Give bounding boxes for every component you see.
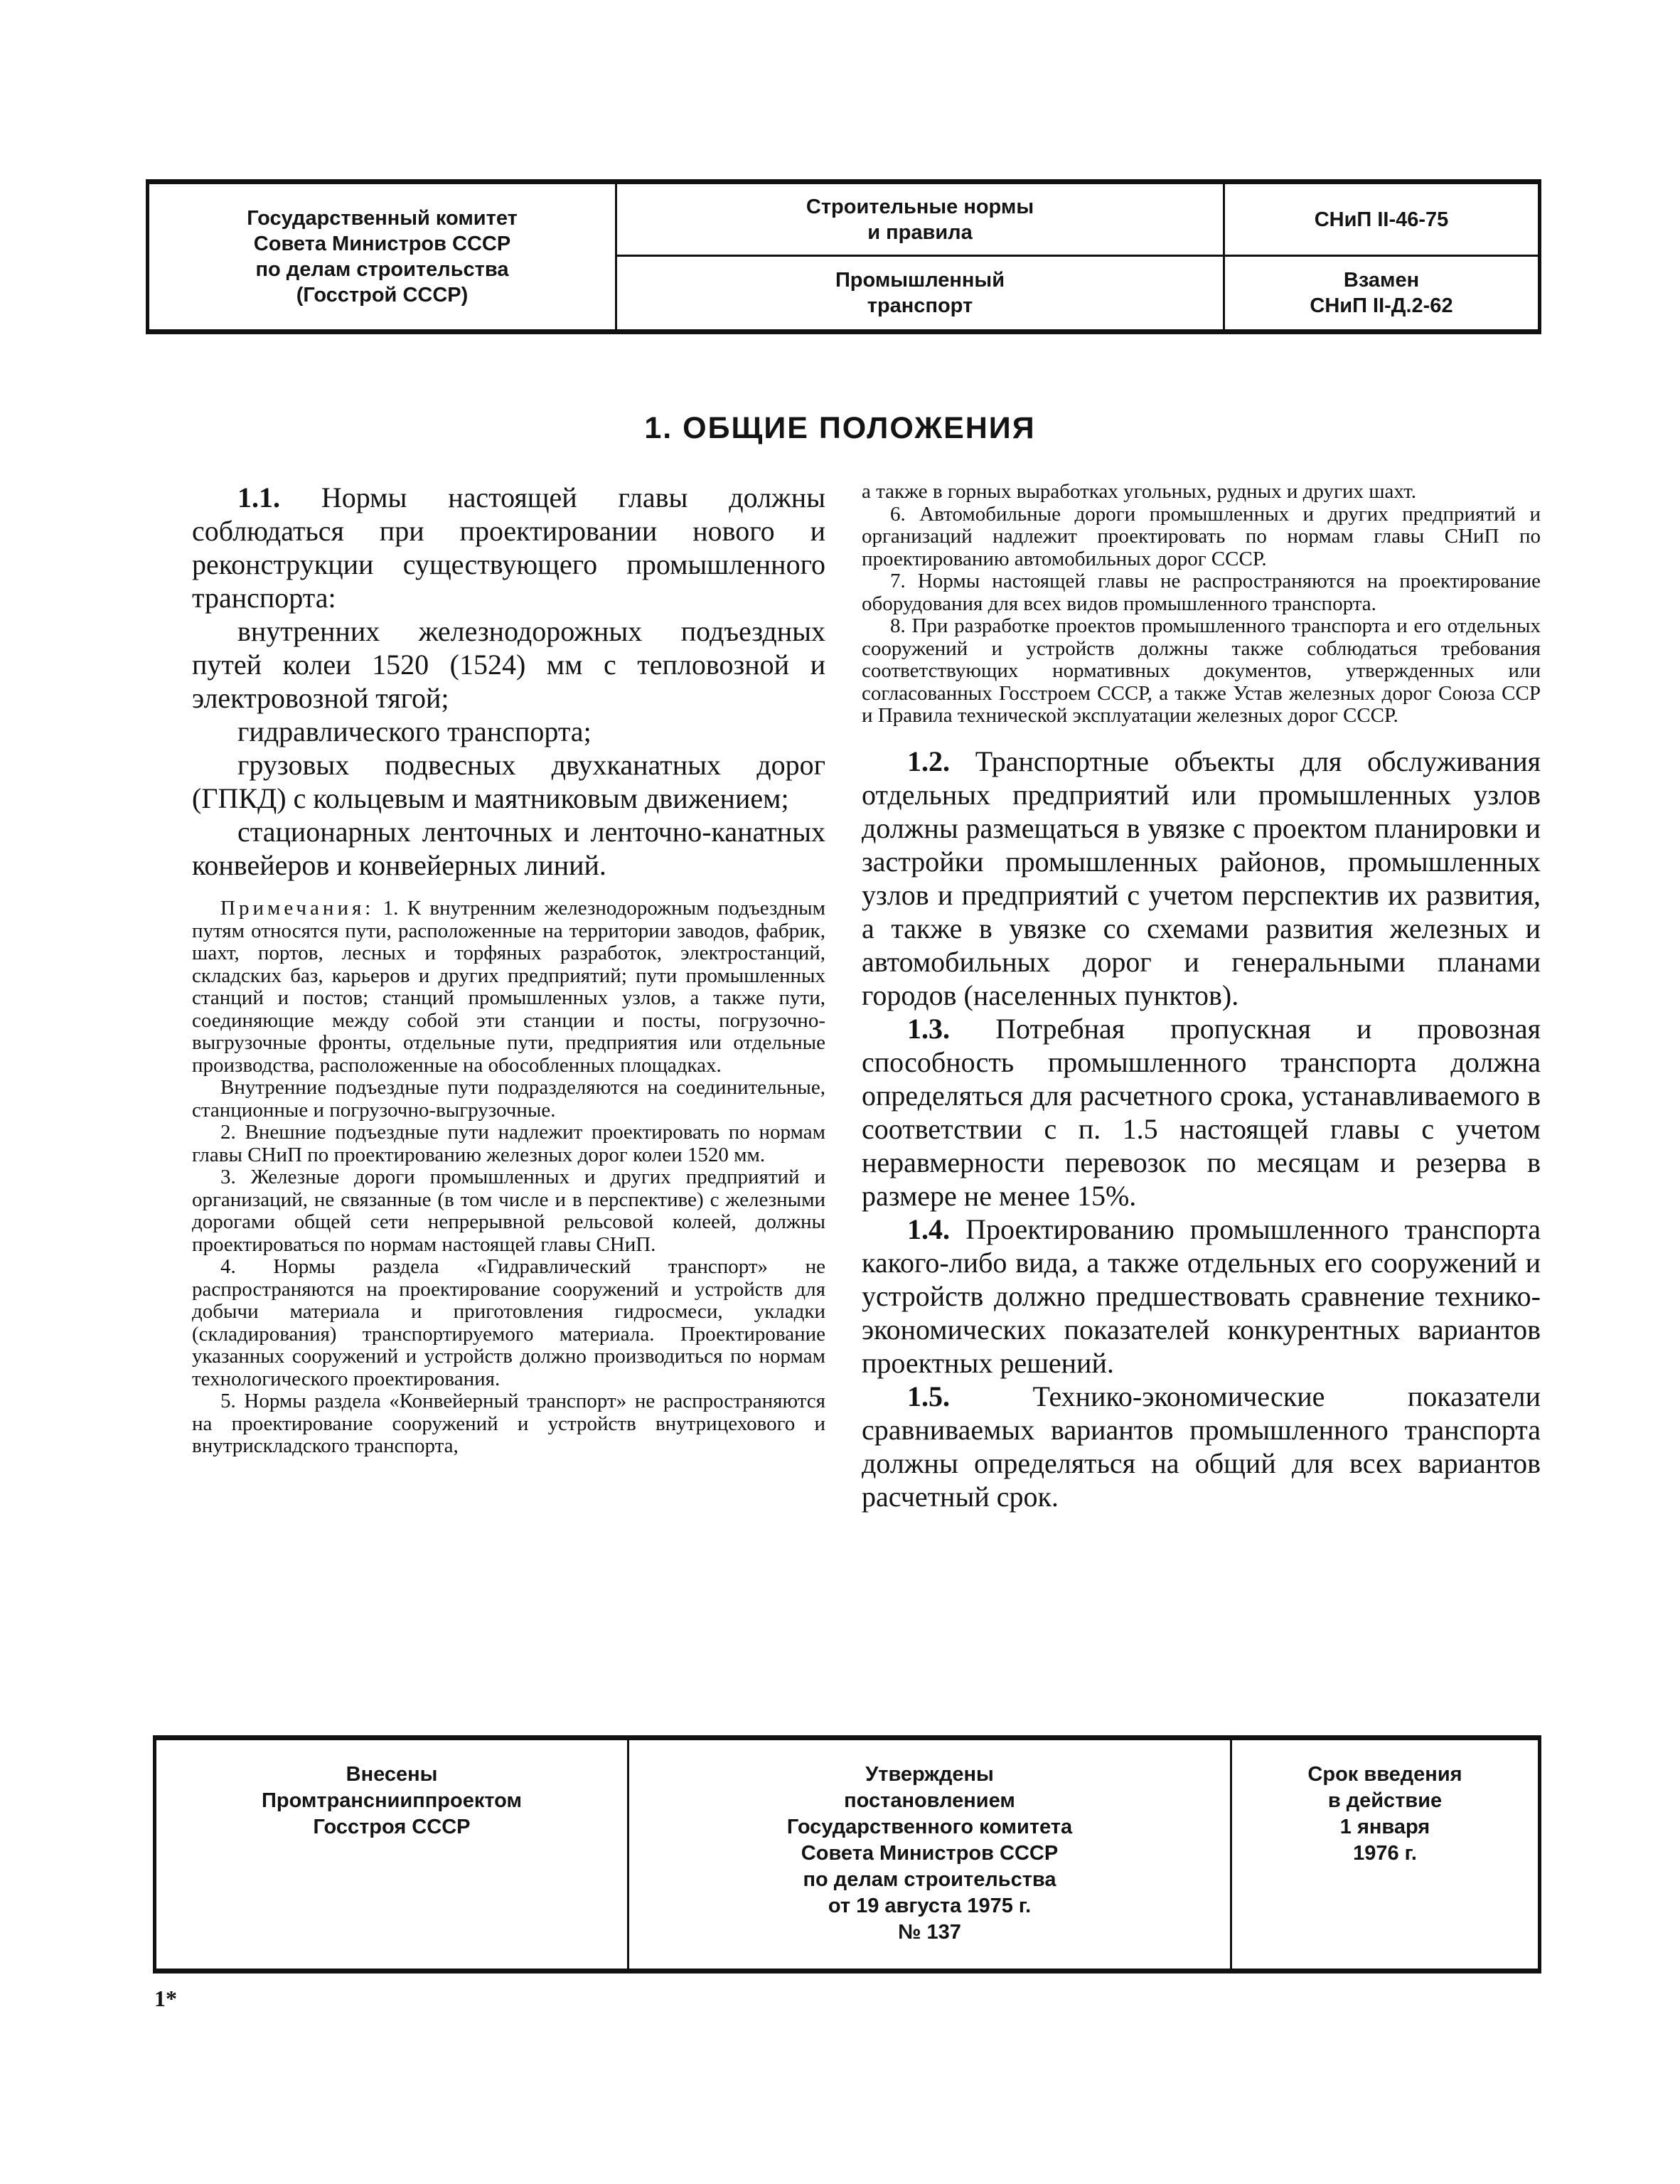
footer-table [153,1735,1541,1973]
footer-effective-cell [1232,1740,1538,1969]
paragraph-1-5 [862,1380,1541,1513]
paragraph-number: 1.4. [907,1213,950,1245]
header-right-cell [1225,184,1538,329]
note-2: 2. Внешние подъездные пути надлежит проектировать по нормам главы СНиП по проектированию железных дорог колеи 1520 мм. [192,1121,825,1166]
note-5-continued: а также в горных выработках угольных, рудных и других шахт. [862,480,1416,503]
paragraph-number: 1.5. [907,1380,950,1412]
header-table [146,179,1541,334]
header-replaces-cell [1225,257,1538,329]
paragraph-text: Потребная пропускная и провозная способность промышленного транспорта должна определяться для расчетного срока, устанавливаемого в соответствии с п. 1.5 настоящей главы с учетом неравмерности перевозок по месяцам и резерва в размере не менее 15%. [862,1012,1541,1212]
paragraph-1-2 [862,745,1541,1012]
note-1b: Внутренние подъездные пути подразделяются на соединительные, станционные и погрузочно-выгрузочные. [192,1076,825,1122]
notes-label: Примечания: [220,897,375,920]
list-item: стационарных ленточных и ленточно-канатных конвейеров и конвейерных линий. [192,816,825,881]
paragraph-number: 1.1. [237,481,280,513]
note-4: 4. Нормы раздела «Гидравлический транспорт» не распространяются на проектирование сооружений и устройств для добычи материала и приготовления гидросмеси, укладки (складирования) транспортируемого материала. Проектирование указанных сооружений и устройств должно производиться по нормам технологического проектирования. [192,1255,825,1390]
list-item: гидравлического транспорта; [237,715,592,747]
paragraph-1-3 [862,1012,1541,1213]
header-doc-title-cell [617,257,1223,329]
footer-effective: Срок введения в действие 1 января 1976 г. [1307,1763,1462,1865]
note-8: 8. При разработке проектов промышленного транспорта и его отдельных сооружений и устройств должны также соблюдаться требования соответствующих нормативных документов, утвержденных или согласованных Госстроем СССР, а также Устав железных дорог Союза ССР и Правила технической эксплуатации железных дорог СССР. [862,614,1541,727]
header-doc-code-cell [1225,184,1538,257]
note-5: 5. Нормы раздела «Конвейерный транспорт» не распространяются на проектирование сооружений и устройств внутрицехового и внутрискладского транспорта, [192,1390,825,1457]
paragraph-text: Транспортные объекты для обслуживания отдельных предприятий или промышленных узлов должны размещаться в увязке с проектом планировки и застройки промышленных районов, промышленных узлов и предприятий с учетом перспектив их развития, а также в увязке со схемами развития железных и автомобильных дорог и генеральными планами городов (населенных пунктов). [862,745,1541,1011]
paragraph-text: Технико-экономические показатели сравниваемых вариантов промышленного транспорта должны определяться на общий для всех вариантов расчетный срок. [862,1380,1541,1513]
section-title: 1. ОБЩИЕ ПОЛОЖЕНИЯ [644,411,1036,445]
paragraph-1-1 [192,481,825,614]
footer-introduced: Внесены Промтранснииппроектом Госстроя СССР [262,1763,522,1838]
paragraph-number: 1.3. [907,1012,950,1045]
paragraph-1-4 [862,1213,1541,1380]
left-column [192,481,825,1458]
page-number: 1* [154,1986,177,2011]
footer-approved: Утверждены постановлением Государственного комитета Совета Министров СССР по делам строительства от 19 августа 1975 г. № 137 [786,1763,1073,1944]
right-column [862,481,1541,1513]
note-7: 7. Нормы настоящей главы не распространяются на проектирование оборудования для всех видов промышленного транспорта. [862,570,1541,615]
list-item: грузовых подвесных двухканатных дорог (ГПКД) с кольцевым и маятниковым движением; [192,749,825,814]
header-doc-type: Строительные нормы и правила [806,195,1034,244]
paragraph-text: Нормы настоящей главы должны соблюдаться при проектировании нового и реконструкции существующего промышленного транспорта: [192,481,825,614]
note-1 [192,897,825,1077]
paragraph-text: Проектированию промышленного транспорта какого-либо вида, а также отдельных его сооружений и устройств должно предшествовать сравнение технико-экономических показателей конкурентных вариантов проектных решений. [862,1213,1541,1379]
list-item: внутренних железнодорожных подъездных путей колеи 1520 (1524) мм с тепловозной и электровозной тягой; [192,615,825,714]
note-3: 3. Железные дороги промышленных и других предприятий и организаций, не связанные (в том числе и в перспективе) с железными дорогами общей сети непрерывной рельсовой колеей, должны проектироваться по нормам настоящей главы СНиП. [192,1166,825,1256]
header-replaces: Взамен СНиП II-Д.2-62 [1310,269,1453,317]
header-agency: Государственный комитет Совета Министров СССР по делам строительства (Госстрой СССР) [247,207,518,307]
note-text: 1. К внутренним железнодорожным подъездным путям относятся пути, расположенные на территории заводов, фабрик, шахт, портов, лесных и торфяных разработок, электростанций, складских баз, карьеров и других предприятий; пути промышленных станций и постов; станций промышленных узлов, а также пути, соединяющие между собой эти станции и посты, погрузочно-выгрузочные фронты, отдельные пути, предприятия или отдельные производства, расположенные на обособленных площадках. [192,897,825,1077]
header-middle-cell [617,184,1225,329]
header-doc-title: Промышленный транспорт [835,269,1005,317]
header-doc-type-cell [617,184,1223,257]
header-agency-cell [149,184,617,329]
header-doc-code: СНиП II-46-75 [1314,208,1449,231]
note-6: 6. Автомобильные дороги промышленных и других предприятий и организаций надлежит проектировать по нормам главы СНиП по проектированию автомобильных дорог СССР. [862,502,1541,570]
footer-introduced-cell [156,1740,629,1969]
footer-approved-cell [629,1740,1232,1969]
paragraph-number: 1.2. [907,745,950,777]
